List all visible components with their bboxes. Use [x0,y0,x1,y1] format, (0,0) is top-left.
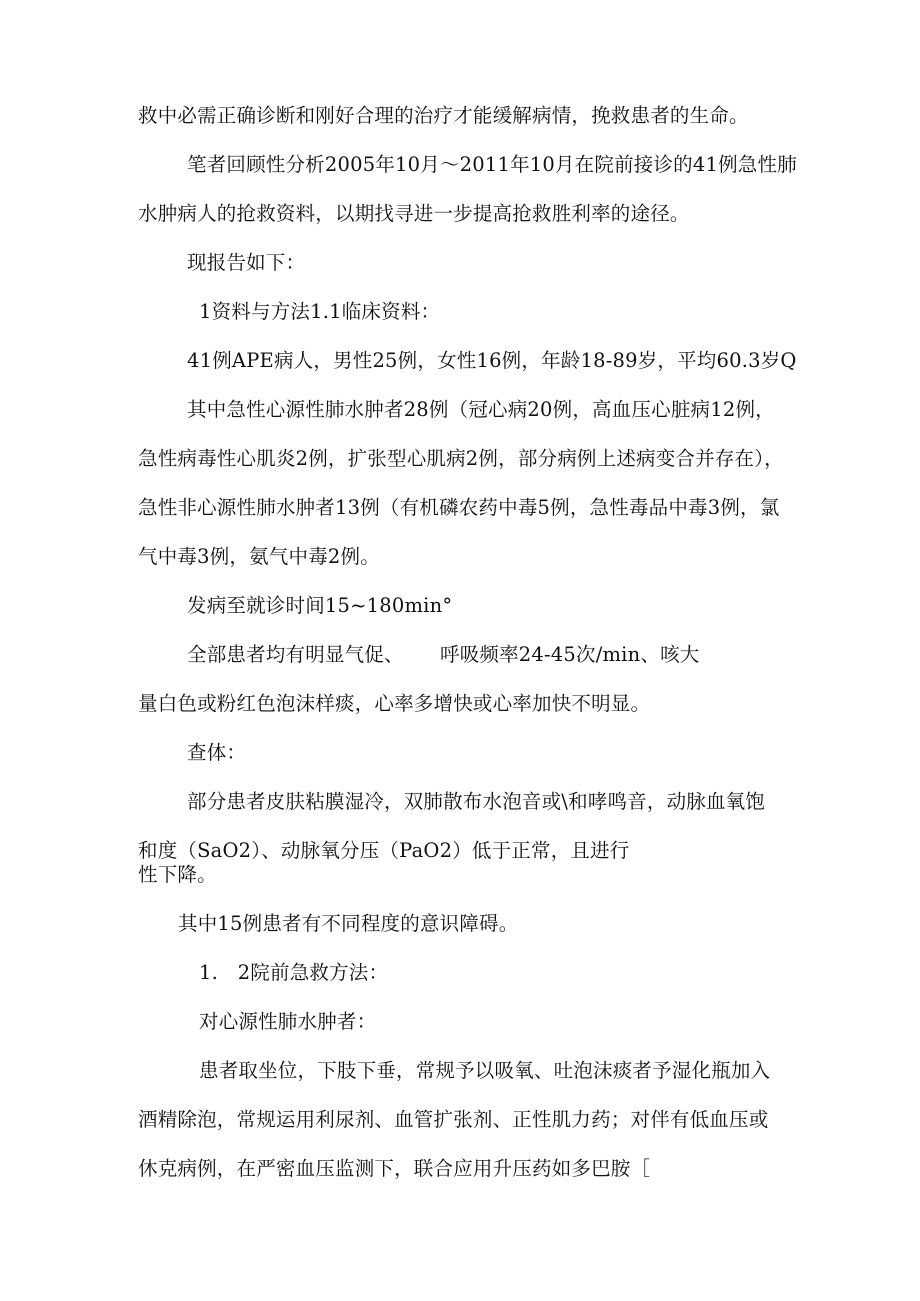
text-line: 和度（SaO2）、动脉氧分压（PaO2）低于正常，且进行 [138,839,630,862]
text-line: 全部患者均有明显气促、 [187,643,404,666]
text-line: 急性非心源性肺水肿者13例（有机磷农药中毒5例，急性毒品中毒3例，氯 [138,496,780,519]
text-line: 部分患者皮肤粘膜湿冷，双肺散布水泡音或\和哮鸣音，动脉血氧饱 [187,790,766,813]
text-line: 急性病毒性心肌炎2例，扩张型心肌病2例，部分病例上述病变合并存在）， [138,447,784,470]
text-line: 1资料与方法1.1临床资料： [199,300,441,323]
text-line: 其中15例患者有不同程度的意识障碍。 [178,912,519,935]
text-line: 呼吸频率24-45次/min、咳大 [440,643,700,666]
text-line: 酒精除泡，常规运用利尿剂、血管扩张剂、正性肌力药；对伴有低血压或 [138,1108,769,1131]
text-line: 休克病例，在严密血压监测下，联合应用升压药如多巴胺［ [138,1157,651,1180]
text-line: 救中必需正确诊断和刚好合理的治疗才能缓解病情，挽救患者的生命。 [138,104,749,127]
text-line: 气中毒3例，氨气中毒2例。 [138,545,380,568]
text-line: 笔者回顾性分析2005年10月～2011年10月在院前接诊的41例急性肺 [187,153,797,176]
text-line: 其中急性心源性肺水肿者28例（冠心病20例，高血压心脏病12例， [187,398,775,421]
text-line: 量白色或粉红色泡沫样痰，心率多增快或心率加快不明显。 [138,692,651,715]
text-line: 水肿病人的抢救资料，以期找寻进一步提高抢救胜利率的途径。 [138,202,690,225]
text-line: 现报告如下： [187,251,306,274]
text-line: 对心源性肺水肿者： [199,1010,377,1033]
text-line: 查体： [187,741,247,764]
text-line: 41例APE病人，男性25例，女性16例，年龄18-89岁，平均60.3岁Q [187,349,797,372]
text-line: 性下降。 [138,863,217,886]
text-line: 1. 2院前急救方法： [199,961,389,984]
text-line: 发病至就诊时间15~180min° [187,594,453,617]
text-line: 患者取坐位，下肢下垂，常规予以吸氧、吐泡沫痰者予湿化瓶加入 [199,1059,771,1082]
